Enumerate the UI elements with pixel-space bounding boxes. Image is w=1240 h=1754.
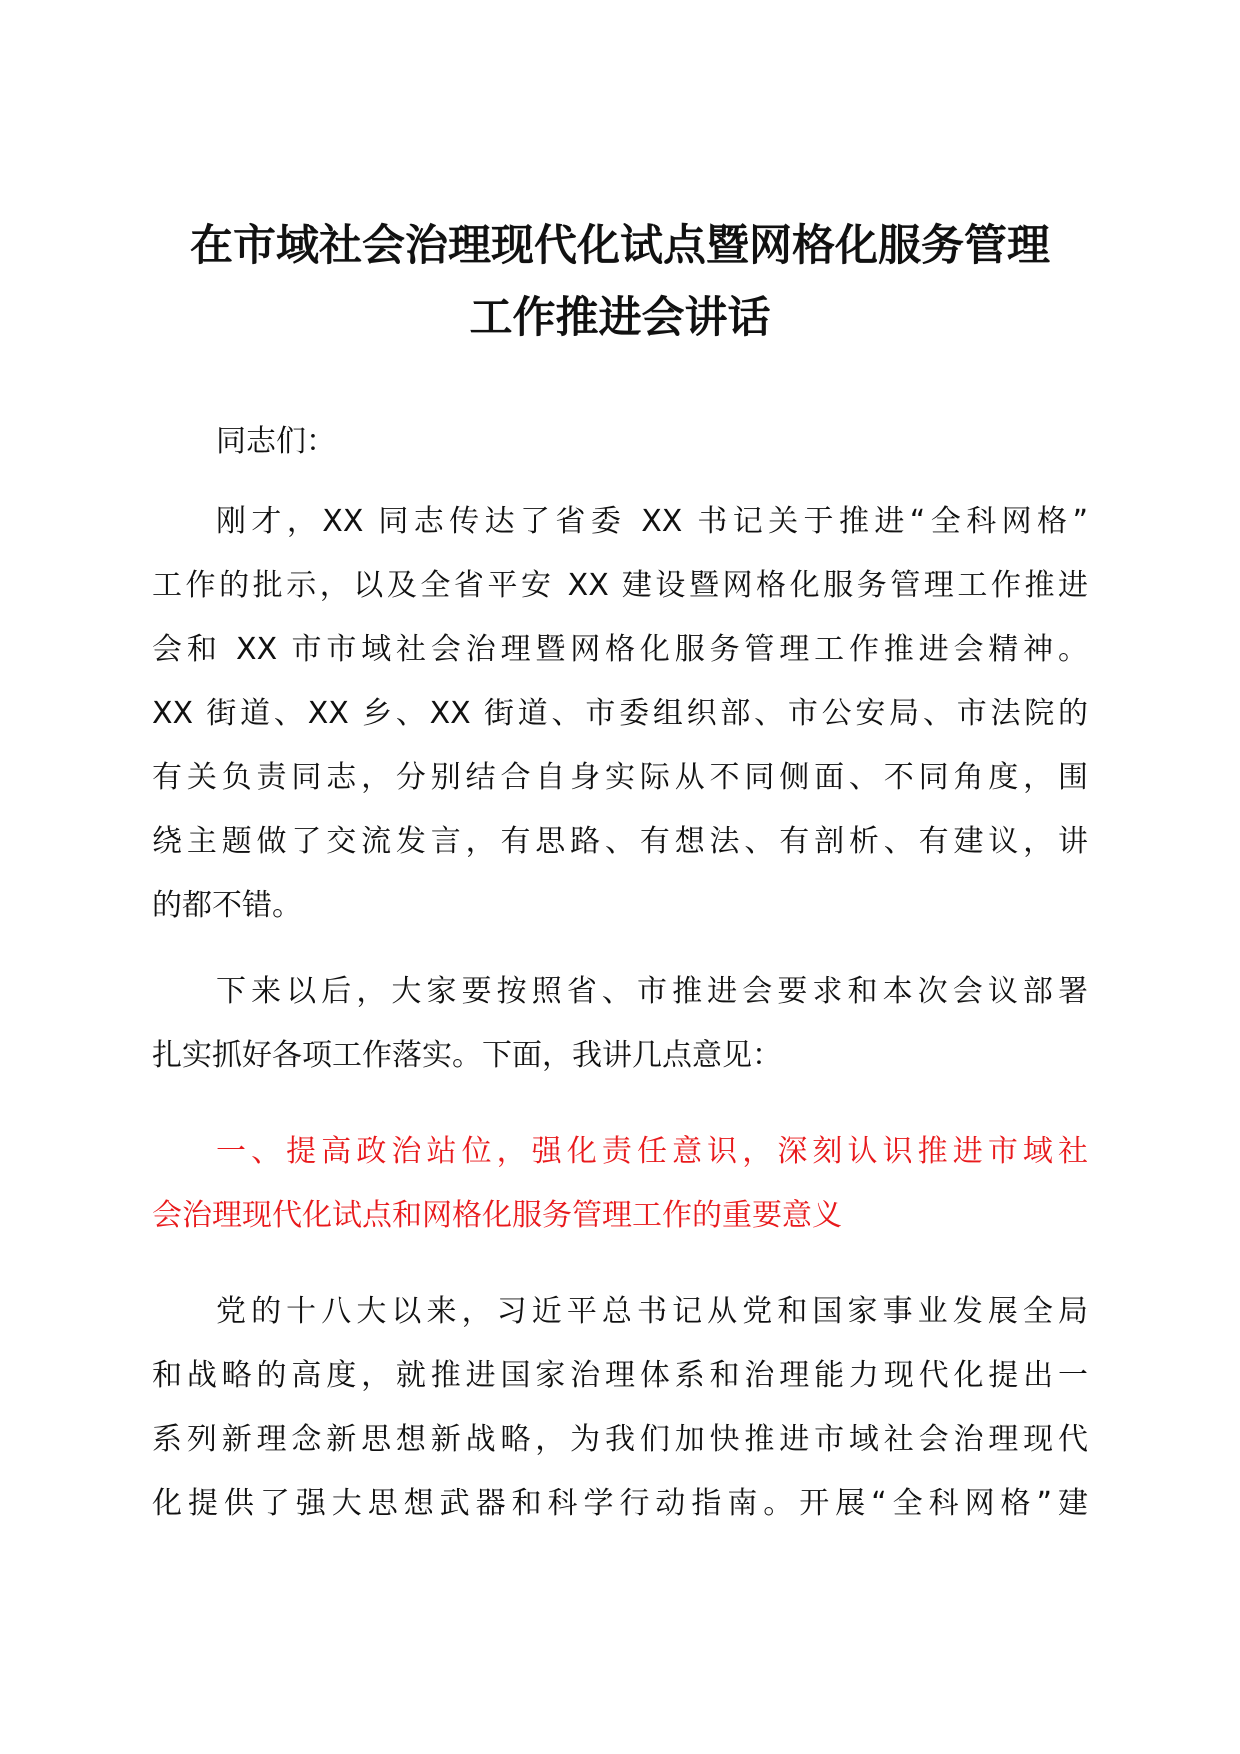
paragraph-line: 下来以后，大家要按照省、市推进会要求和本次会议部署 [216,974,1088,1009]
paragraph-line: 绕主题做了交流发言，有思路、有想法、有剖析、有建议，讲 [152,824,1088,859]
paragraph-2 [152,960,1088,1088]
paragraph-line: XX 街道、XX 乡、XX 街道、市委组织部、市公安局、市法院的 [152,696,1088,731]
paragraph-1 [152,490,1088,938]
salutation [152,410,1088,474]
paragraph-line: 系列新理念新思想新战略，为我们加快推进市域社会治理现代 [152,1422,1088,1457]
salutation-text: 同志们： [216,424,336,459]
document-title [150,210,1090,354]
title-line-2: 工作推进会讲话 [469,293,771,343]
paragraph-line: 刚才，XX 同志传达了省委 XX 书记关于推进“全科网格” [216,504,1088,539]
paragraph-line: 党的十八大以来，习近平总书记从党和国家事业发展全局 [216,1294,1088,1329]
paragraph-line: 扎实抓好各项工作落实。下面，我讲几点意见： [152,1038,782,1073]
paragraph-line: 的都不错。 [152,888,302,923]
paragraph-line: 有关负责同志，分别结合自身实际从不同侧面、不同角度，围 [152,760,1088,795]
paragraph-3 [152,1280,1088,1536]
title-line-1: 在市域社会治理现代化试点暨网格化服务管理 [190,221,1050,271]
heading-line: 会治理现代化试点和网格化服务管理工作的重要意义 [152,1198,842,1233]
paragraph-line: 工作的批示，以及全省平安 XX 建设暨网格化服务管理工作推进 [152,568,1088,603]
paragraph-line: 化提供了强大思想武器和科学行动指南。开展“全科网格”建 [152,1486,1088,1521]
section-heading-1 [152,1120,1088,1248]
heading-line: 一、提高政治站位，强化责任意识，深刻认识推进市域社 [216,1134,1088,1169]
paragraph-line: 和战略的高度，就推进国家治理体系和治理能力现代化提出一 [152,1358,1088,1393]
paragraph-line: 会和 XX 市市域社会治理暨网格化服务管理工作推进会精神。 [152,632,1088,667]
